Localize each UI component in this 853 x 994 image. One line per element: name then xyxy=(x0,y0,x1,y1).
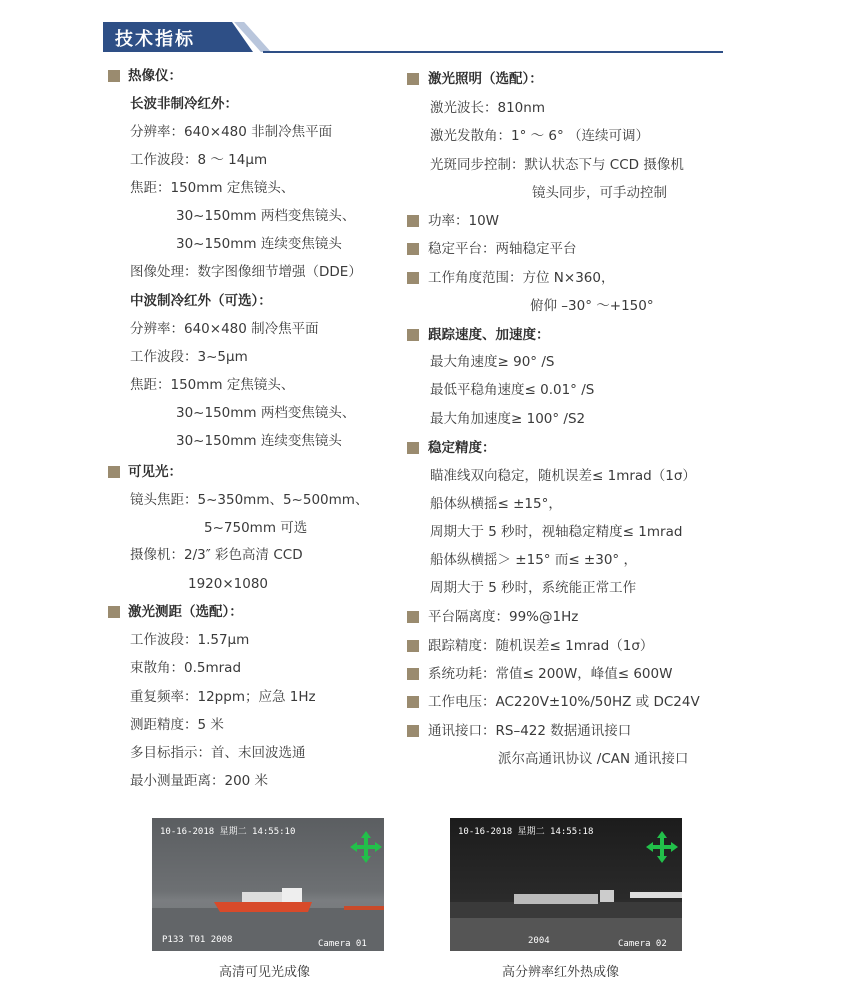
spec-heading: 稳定精度： xyxy=(428,440,496,456)
spec-line: 图像处理：数字图像细节增强（DDE） xyxy=(130,264,362,280)
spec-line: 瞄准线双向稳定，随机误差≤ 1mrad（1σ） xyxy=(430,468,696,484)
spec-heading: 通讯接口：RS–422 数据通讯接口 xyxy=(428,723,632,739)
spec-line: 5~750mm 可选 xyxy=(204,520,308,536)
spec-line: 30~150mm 连续变焦镜头 xyxy=(176,433,342,449)
spec-line: 30~150mm 两档变焦镜头、 xyxy=(176,405,356,421)
spec-line: 工作波段：1.57μm xyxy=(130,632,250,648)
spec-heading: 热像仪： xyxy=(128,68,182,84)
spec-heading: 工作电压：AC220V±10%/50HZ 或 DC24V xyxy=(428,694,700,710)
bullet-icon xyxy=(407,696,419,708)
spec-line: 重复频率：12ppm；应急 1Hz xyxy=(130,689,316,705)
spec-line: 束散角：0.5mrad xyxy=(130,660,242,676)
bullet-icon xyxy=(407,442,419,454)
spec-line: 最低平稳角速度≤ 0.01° /S xyxy=(430,382,595,398)
infrared-image xyxy=(450,818,682,951)
spec-line: 光斑同步控制：默认状态下与 CCD 摄像机 xyxy=(430,157,684,173)
spec-heading: 功率：10W xyxy=(428,213,500,229)
move-arrows-icon xyxy=(645,830,679,864)
visible-light-image xyxy=(152,818,384,951)
osd-info: P133 T01 2008 xyxy=(162,935,233,945)
bullet-icon xyxy=(407,73,419,85)
spec-line: 摄像机：2/3″ 彩色高清 CCD xyxy=(130,547,303,563)
bullet-icon xyxy=(407,272,419,284)
spec-line: 周期大于 5 秒时，视轴稳定精度≤ 1mrad xyxy=(430,524,683,540)
spec-heading: 稳定平台：两轴稳定平台 xyxy=(428,241,577,257)
spec-line: 激光发散角：1° ～ 6° （连续可调） xyxy=(430,128,650,144)
spec-line: 焦距：150mm 定焦镜头、 xyxy=(130,180,295,196)
spec-heading: 跟踪速度、加速度： xyxy=(428,327,550,343)
osd-camera: Camera 01 xyxy=(318,939,367,949)
bullet-icon xyxy=(407,611,419,623)
section-title: 技术指标 xyxy=(115,29,195,50)
spec-line: 工作波段：3~5μm xyxy=(130,349,248,365)
header-rule xyxy=(263,51,723,53)
spec-line: 激光波长：810nm xyxy=(430,100,545,116)
spec-subheading: 中波制冷红外（可选）： xyxy=(130,293,272,309)
spec-line: 30~150mm 两档变焦镜头、 xyxy=(176,208,356,224)
spec-line: 最小测量距离：200 米 xyxy=(130,773,269,789)
bullet-icon xyxy=(108,606,120,618)
spec-line: 船体纵横摇＞ ±15° 而≤ ±30° ， xyxy=(430,552,637,568)
spec-heading: 可见光： xyxy=(128,464,182,480)
spec-heading: 系统功耗：常值≤ 200W，峰值≤ 600W xyxy=(428,666,673,682)
spec-line: 俯仰 –30° ～+150° xyxy=(530,298,654,314)
spec-line: 焦距：150mm 定焦镜头、 xyxy=(130,377,295,393)
move-arrows-icon xyxy=(349,830,383,864)
bullet-icon xyxy=(108,466,120,478)
bullet-icon xyxy=(407,725,419,737)
spec-heading: 激光照明（选配）： xyxy=(428,71,543,87)
spec-line: 船体纵横摇≤ ±15°， xyxy=(430,496,562,512)
osd-camera: Camera 02 xyxy=(618,939,667,949)
section-header xyxy=(103,18,723,56)
spec-line: 周期大于 5 秒时，系统能正常工作 xyxy=(430,580,637,596)
bullet-icon xyxy=(407,215,419,227)
spec-line: 最大角加速度≥ 100° /S2 xyxy=(430,411,586,427)
spec-line: 镜头同步，可手动控制 xyxy=(532,185,667,201)
spec-line: 最大角速度≥ 90° /S xyxy=(430,354,555,370)
caption-visible: 高清可见光成像 xyxy=(219,965,311,980)
osd-info: 2004 xyxy=(528,936,550,946)
bullet-icon xyxy=(407,668,419,680)
spec-line: 多目标指示：首、末回波选通 xyxy=(130,745,306,761)
bullet-icon xyxy=(108,70,120,82)
caption-infrared: 高分辨率红外热成像 xyxy=(502,965,620,980)
bullet-icon xyxy=(407,640,419,652)
bullet-icon xyxy=(407,243,419,255)
spec-line: 镜头焦距：5~350mm、5~500mm、 xyxy=(130,492,369,508)
spec-line: 测距精度：5 米 xyxy=(130,717,224,733)
spec-heading: 激光测距（选配）： xyxy=(128,604,243,620)
bullet-icon xyxy=(407,329,419,341)
spec-line: 分辨率：640×480 制冷焦平面 xyxy=(130,321,319,337)
spec-line: 派尔高通讯协议 /CAN 通讯接口 xyxy=(498,751,689,767)
spec-heading: 跟踪精度：随机误差≤ 1mrad（1σ） xyxy=(428,638,654,654)
spec-line: 30~150mm 连续变焦镜头 xyxy=(176,236,342,252)
spec-heading: 工作角度范围：方位 N×360， xyxy=(428,270,615,286)
osd-datetime: 10-16-2018 星期二 14:55:10 xyxy=(160,827,296,837)
spec-subheading: 长波非制冷红外： xyxy=(130,96,238,112)
osd-datetime: 10-16-2018 星期二 14:55:18 xyxy=(458,827,594,837)
spec-line: 分辨率：640×480 非制冷焦平面 xyxy=(130,124,333,140)
spec-line: 工作波段：8 ～ 14μm xyxy=(130,152,268,168)
spec-line: 1920×1080 xyxy=(188,576,269,592)
spec-heading: 平台隔离度：99%@1Hz xyxy=(428,609,579,625)
